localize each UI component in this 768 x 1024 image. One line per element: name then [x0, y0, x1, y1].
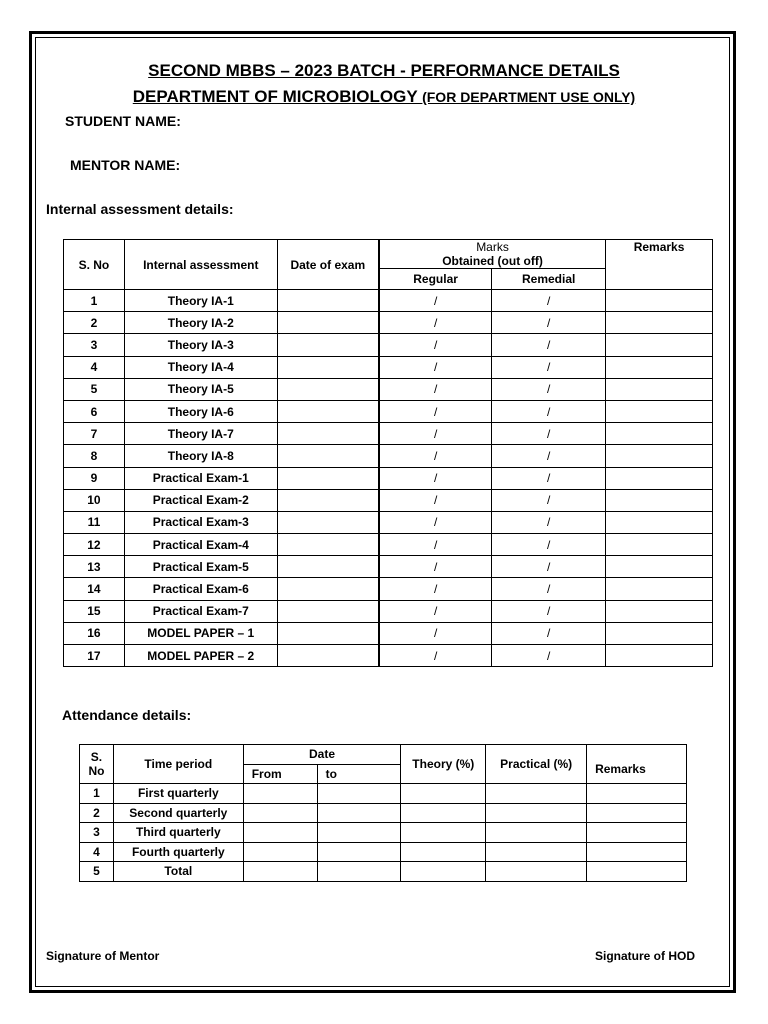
row-date-cell [277, 534, 379, 556]
department-use-note: (FOR DEPARTMENT USE ONLY) [422, 89, 636, 105]
att-row-period: Total [113, 862, 243, 882]
row-remedial-marks: / [492, 534, 606, 556]
table-row [64, 578, 713, 600]
row-remedial-marks: / [492, 600, 606, 622]
att-row-remarks [587, 803, 687, 823]
row-date-cell [277, 423, 379, 445]
row-regular-marks: / [379, 290, 492, 312]
header-remedial: Remedial [492, 269, 606, 290]
row-date-cell [277, 290, 379, 312]
att-row-period: Third quarterly [113, 823, 243, 843]
row-assessment-name: Theory IA-1 [124, 290, 277, 312]
row-remarks-cell [606, 578, 713, 600]
row-regular-marks: / [379, 578, 492, 600]
row-sno: 8 [64, 445, 125, 467]
row-assessment-name: Theory IA-6 [124, 400, 277, 422]
row-regular-marks: / [379, 400, 492, 422]
att-header-to: to [317, 764, 401, 784]
row-remedial-marks: / [492, 511, 606, 533]
att-row-remarks [587, 842, 687, 862]
att-row-theory [401, 803, 486, 823]
row-sno: 5 [64, 378, 125, 400]
att-row-period: First quarterly [113, 784, 243, 804]
header-remarks: Remarks [606, 240, 713, 290]
row-remarks-cell [606, 511, 713, 533]
att-row-from [243, 803, 317, 823]
attendance-heading: Attendance details: [62, 707, 192, 723]
row-remarks-cell [606, 312, 713, 334]
att-row-to [317, 823, 401, 843]
row-remarks-cell [606, 622, 713, 644]
table-row [64, 312, 713, 334]
row-date-cell [277, 400, 379, 422]
att-row-practical [486, 842, 587, 862]
row-date-cell [277, 578, 379, 600]
row-regular-marks: / [379, 467, 492, 489]
row-date-cell [277, 445, 379, 467]
row-remedial-marks: / [492, 467, 606, 489]
att-row-from [243, 842, 317, 862]
row-remarks-cell [606, 400, 713, 422]
row-date-cell [277, 511, 379, 533]
table-row [64, 467, 713, 489]
header-marks-line2: Obtained (out off) [442, 254, 543, 268]
row-assessment-name: Practical Exam-7 [124, 600, 277, 622]
row-assessment-name: Theory IA-8 [124, 445, 277, 467]
row-remedial-marks: / [492, 400, 606, 422]
row-sno: 14 [64, 578, 125, 600]
att-header-sno-line1: S. [90, 750, 103, 764]
att-row-sno: 2 [80, 803, 114, 823]
row-remedial-marks: / [492, 312, 606, 334]
row-remarks-cell [606, 378, 713, 400]
header-sno: S. No [64, 240, 125, 290]
row-sno: 16 [64, 622, 125, 644]
att-row-theory [401, 862, 486, 882]
row-regular-marks: / [379, 423, 492, 445]
row-regular-marks: / [379, 334, 492, 356]
internal-assessment-heading: Internal assessment details: [46, 201, 234, 217]
row-remedial-marks: / [492, 334, 606, 356]
row-regular-marks: / [379, 489, 492, 511]
row-date-cell [277, 489, 379, 511]
row-date-cell [277, 600, 379, 622]
row-remarks-cell [606, 290, 713, 312]
row-remedial-marks: / [492, 445, 606, 467]
table-row [64, 511, 713, 533]
row-date-cell [277, 622, 379, 644]
att-row-practical [486, 862, 587, 882]
att-row-from [243, 823, 317, 843]
row-regular-marks: / [379, 600, 492, 622]
att-row-to [317, 842, 401, 862]
row-remarks-cell [606, 334, 713, 356]
row-regular-marks: / [379, 356, 492, 378]
row-remedial-marks: / [492, 645, 606, 667]
table-row [80, 803, 687, 823]
table-row [64, 400, 713, 422]
att-row-theory [401, 784, 486, 804]
row-sno: 7 [64, 423, 125, 445]
att-header-sno-line2: No [88, 764, 105, 778]
row-assessment-name: Practical Exam-4 [124, 534, 277, 556]
row-sno: 17 [64, 645, 125, 667]
att-row-period: Second quarterly [113, 803, 243, 823]
row-remedial-marks: / [492, 378, 606, 400]
row-remarks-cell [606, 489, 713, 511]
table-row [64, 489, 713, 511]
row-regular-marks: / [379, 445, 492, 467]
row-regular-marks: / [379, 511, 492, 533]
row-sno: 3 [64, 334, 125, 356]
internal-assessment-table [63, 239, 713, 667]
row-regular-marks: / [379, 556, 492, 578]
att-header-from: From [243, 764, 317, 784]
row-sno: 6 [64, 400, 125, 422]
row-remedial-marks: / [492, 622, 606, 644]
table-row [64, 423, 713, 445]
table-row [64, 645, 713, 667]
att-row-remarks [587, 823, 687, 843]
row-remarks-cell [606, 556, 713, 578]
table-row [80, 862, 687, 882]
row-sno: 13 [64, 556, 125, 578]
hod-signature-label: Signature of HOD [595, 949, 696, 963]
row-regular-marks: / [379, 645, 492, 667]
row-assessment-name: Theory IA-4 [124, 356, 277, 378]
table-row [64, 378, 713, 400]
row-sno: 2 [64, 312, 125, 334]
att-header-period: Time period [113, 745, 243, 784]
attendance-table [79, 744, 687, 882]
header-marks [379, 240, 606, 269]
table-row [64, 600, 713, 622]
header-assessment: Internal assessment [124, 240, 277, 290]
table-row [64, 356, 713, 378]
header-regular: Regular [379, 269, 492, 290]
att-row-practical [486, 784, 587, 804]
row-remedial-marks: / [492, 489, 606, 511]
table-row [64, 556, 713, 578]
row-remedial-marks: / [492, 578, 606, 600]
att-row-to [317, 784, 401, 804]
row-date-cell [277, 645, 379, 667]
row-remedial-marks: / [492, 290, 606, 312]
row-remarks-cell [606, 356, 713, 378]
page-title: SECOND MBBS – 2023 BATCH - PERFORMANCE DETAILS [148, 61, 620, 80]
row-regular-marks: / [379, 378, 492, 400]
row-date-cell [277, 467, 379, 489]
row-assessment-name: Theory IA-5 [124, 378, 277, 400]
header-marks-line1: Marks [476, 240, 509, 254]
table-row [64, 622, 713, 644]
att-row-remarks [587, 862, 687, 882]
row-assessment-name: Theory IA-2 [124, 312, 277, 334]
row-date-cell [277, 312, 379, 334]
att-row-sno: 3 [80, 823, 114, 843]
table-row [64, 290, 713, 312]
mentor-signature-label: Signature of Mentor [46, 949, 160, 963]
att-row-from [243, 784, 317, 804]
row-assessment-name: MODEL PAPER – 1 [124, 622, 277, 644]
table-row [64, 445, 713, 467]
row-sno: 1 [64, 290, 125, 312]
row-date-cell [277, 334, 379, 356]
row-assessment-name: Practical Exam-3 [124, 511, 277, 533]
row-assessment-name: Practical Exam-2 [124, 489, 277, 511]
row-remarks-cell [606, 600, 713, 622]
row-assessment-name: Theory IA-7 [124, 423, 277, 445]
row-assessment-name: Practical Exam-6 [124, 578, 277, 600]
mentor-name-label: MENTOR NAME: [70, 157, 181, 173]
att-row-sno: 1 [80, 784, 114, 804]
row-sno: 10 [64, 489, 125, 511]
row-assessment-name: Practical Exam-1 [124, 467, 277, 489]
att-row-practical [486, 823, 587, 843]
student-name-label: STUDENT NAME: [65, 113, 181, 129]
table-row [64, 334, 713, 356]
row-remarks-cell [606, 445, 713, 467]
row-date-cell [277, 378, 379, 400]
department-name: DEPARTMENT OF MICROBIOLOGY [132, 87, 423, 106]
att-row-sno: 4 [80, 842, 114, 862]
table-row [64, 534, 713, 556]
att-header-theory: Theory (%) [401, 745, 486, 784]
department-title [0, 87, 768, 107]
att-header-practical: Practical (%) [486, 745, 587, 784]
row-regular-marks: / [379, 534, 492, 556]
row-date-cell [277, 556, 379, 578]
row-sno: 12 [64, 534, 125, 556]
att-row-period: Fourth quarterly [113, 842, 243, 862]
row-regular-marks: / [379, 622, 492, 644]
row-sno: 9 [64, 467, 125, 489]
row-sno: 4 [64, 356, 125, 378]
att-row-to [317, 803, 401, 823]
att-row-from [243, 862, 317, 882]
row-assessment-name: Practical Exam-5 [124, 556, 277, 578]
row-assessment-name: MODEL PAPER – 2 [124, 645, 277, 667]
table-row [80, 784, 687, 804]
att-row-theory [401, 842, 486, 862]
row-sno: 15 [64, 600, 125, 622]
att-header-sno [80, 745, 114, 784]
table-row [80, 842, 687, 862]
header-date: Date of exam [277, 240, 379, 290]
att-row-sno: 5 [80, 862, 114, 882]
row-date-cell [277, 356, 379, 378]
row-sno: 11 [64, 511, 125, 533]
att-header-remarks: Remarks [587, 745, 687, 784]
att-row-practical [486, 803, 587, 823]
row-remedial-marks: / [492, 356, 606, 378]
row-remedial-marks: / [492, 423, 606, 445]
row-assessment-name: Theory IA-3 [124, 334, 277, 356]
att-row-remarks [587, 784, 687, 804]
att-header-date: Date [243, 745, 401, 765]
table-row [80, 823, 687, 843]
row-regular-marks: / [379, 312, 492, 334]
row-remarks-cell [606, 645, 713, 667]
row-remarks-cell [606, 534, 713, 556]
row-remedial-marks: / [492, 556, 606, 578]
att-row-theory [401, 823, 486, 843]
row-remarks-cell [606, 467, 713, 489]
att-row-to [317, 862, 401, 882]
row-remarks-cell [606, 423, 713, 445]
